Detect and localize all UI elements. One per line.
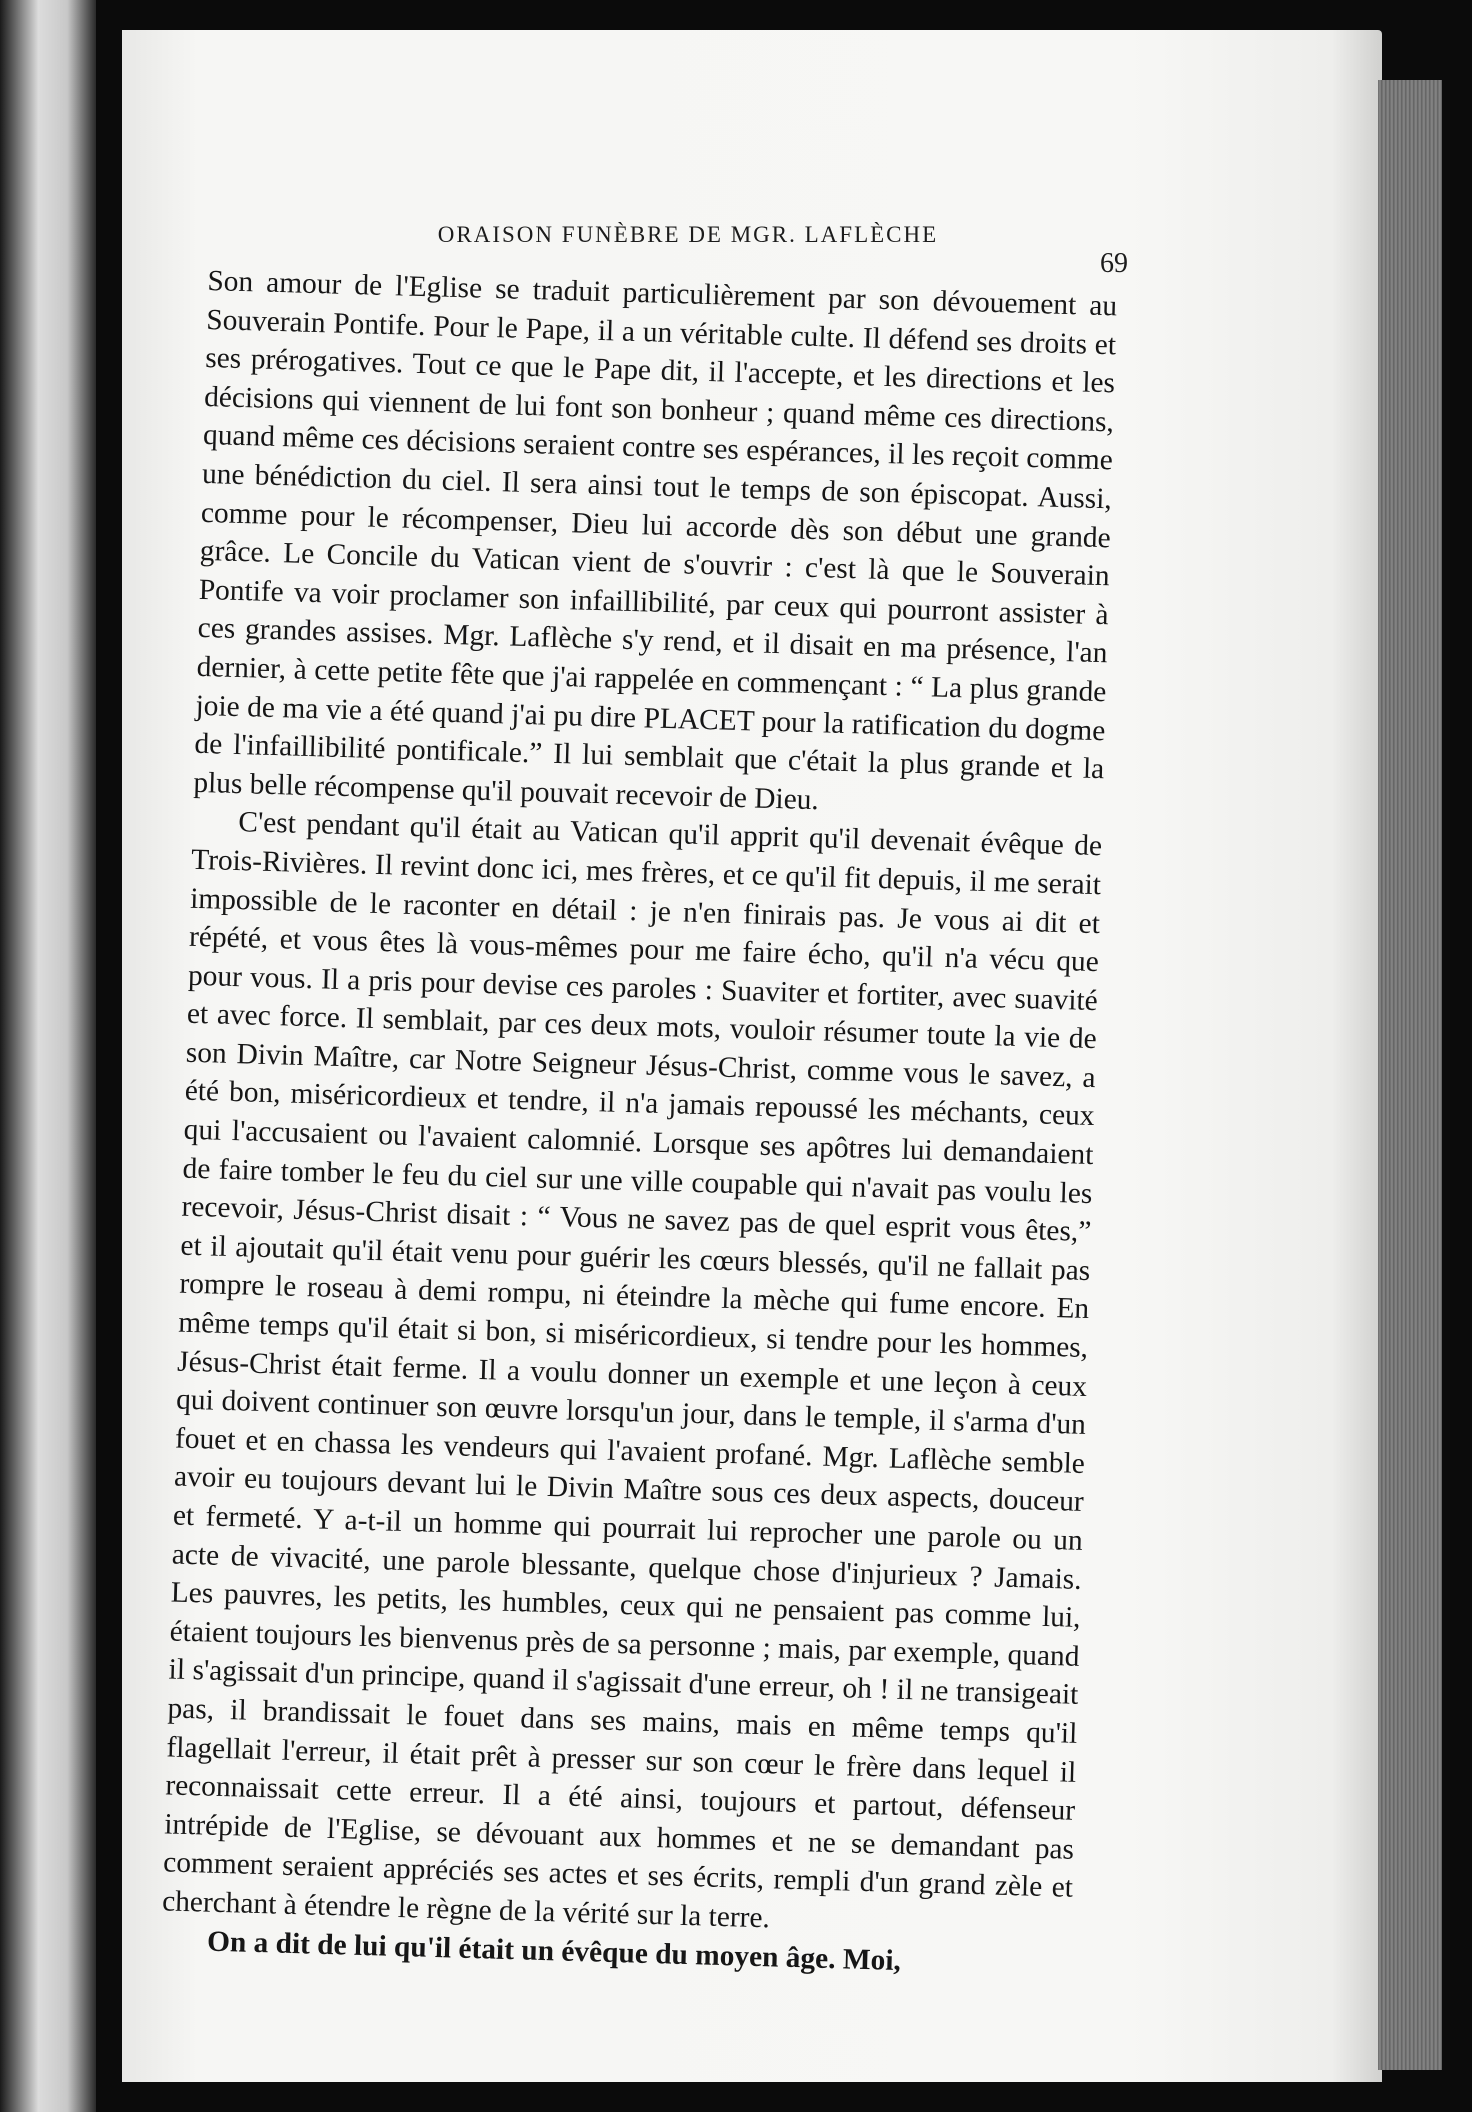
paragraph-1: Son amour de l'Eglise se traduit particulièrement par son dévouement au Souverain Pontife. Pour le Pape, il a un véritable culte. Il défend ses droits et ses prérogatives. Tout ce que le Pape dit, il l'accepte, et les directions et les décisions qui viennent de lui font son bonheur ; quand même ces directions, quand même ces décisions seraient contre ses espérances, il les reçoit comme une bénédiction du ciel. Il sera ainsi tout le temps de son épiscopat. Aussi, comme pour le récompenser, Dieu lui accorde dès son début une grande grâce. Le Concile du Vatican vient de s'ouvrir : c'est là que le Souverain Pontife va voir proclamer son infaillibilité, par ceux qui pourront assister à ces grandes assises. Mgr. Laflèche s'y rend, et il disait en ma présence, l'an dernier, à cette petite fête que j'ai rappelée en commençant : “ La plus grande joie de ma vie a été quand j'ai pu dire PLACET pour la ratification du dogme de l'infaillibilité pontificale.” Il lui semblait que c'était la plus grande et la plus belle récompense qu'il pouvait recevoir de Dieu. [193,264,1118,816]
left-page-edge [0,0,96,2112]
page-stack-edge [1378,80,1442,2070]
book-gutter [96,0,124,2112]
body-text [161,262,1118,1985]
running-head: ORAISON FUNÈBRE DE MGR. LAFLÈCHE [437,222,939,247]
paragraph-3: On a dit de lui qu'il était un évêque du moyen âge. Moi, [206,1925,902,1977]
paragraph-2: C'est pendant qu'il était au Vatican qu'il apprit qu'il devenait évêque de Trois-Rivières. Il revint donc ici, mes frères, et ce qu'il fit depuis, il me serait impossible de le raconter en détail : je n'en finirais pas. Je vous ai dit et répété, et vous êtes là vous-mêmes pour me faire écho, qu'il n'a vécu que pour vous. Il a pris pour devise ces paroles : Suaviter et fortiter, avec suavité et avec force. Il semblait, par ces deux mots, vouloir résumer toute la vie de son Divin Maître, car Notre Seigneur Jésus-Christ, comme vous le savez, a été bon, miséricordieux et tendre, il n'a jamais repoussé les méchants, ceux qui l'accusaient ou l'avaient calomnié. Lorsque ses apôtres lui demandaient de faire tomber le feu du ciel sur une ville coupable qui n'avait pas voulu les recevoir, Jésus-Christ disait : “ Vous ne savez pas de quel esprit vous êtes,” et il ajoutait qu'il était venu pour guérir les cœurs blessés, qu'il ne fallait pas rompre le roseau à demi rompu, ni éteindre la mèche qui fume encore. En même temps qu'il était si bon, si miséricordieux, si tendre pour les hommes, Jésus-Christ était ferme. Il a voulu donner un exemple et une leçon à ceux qui doivent continuer son œuvre lorsqu'un jour, dans le temple, il s'arma d'un fouet et en chassa les vendeurs qui l'avaient profané. Mgr. Laflèche semble avoir eu toujours devant lui le Divin Maître sous ces deux aspects, douceur et fermeté. Y a-t-il un homme qui pourrait lui reprocher une parole ou un acte de vivacité, une parole blessante, quelque chose d'injurieux ? Jamais. Les pauvres, les petits, les humbles, ceux qui ne pensaient pas comme lui, étaient toujours les bienvenus près de sa personne ; mais, par exemple, quand il s'agissait d'un principe, quand il s'agissait d'une erreur, oh ! il ne transigeait pas, il brandissait le fouet dans ses mains, mais en même temps qu'il flagellait l'erreur, il était prêt à presser sur son cœur le frère dans lequel il reconnaissait cette erreur. Il a été ainsi, toujours et partout, défenseur intrépide de l'Eglise, se dévouant aux hommes et ne se demandant pas comment seraient appréciés ses actes et ses écrits, rempli d'un grand zèle et cherchant à étendre le règne de la vérité sur la terre. [161,806,1103,1935]
page-number: 69 [1100,248,1128,279]
